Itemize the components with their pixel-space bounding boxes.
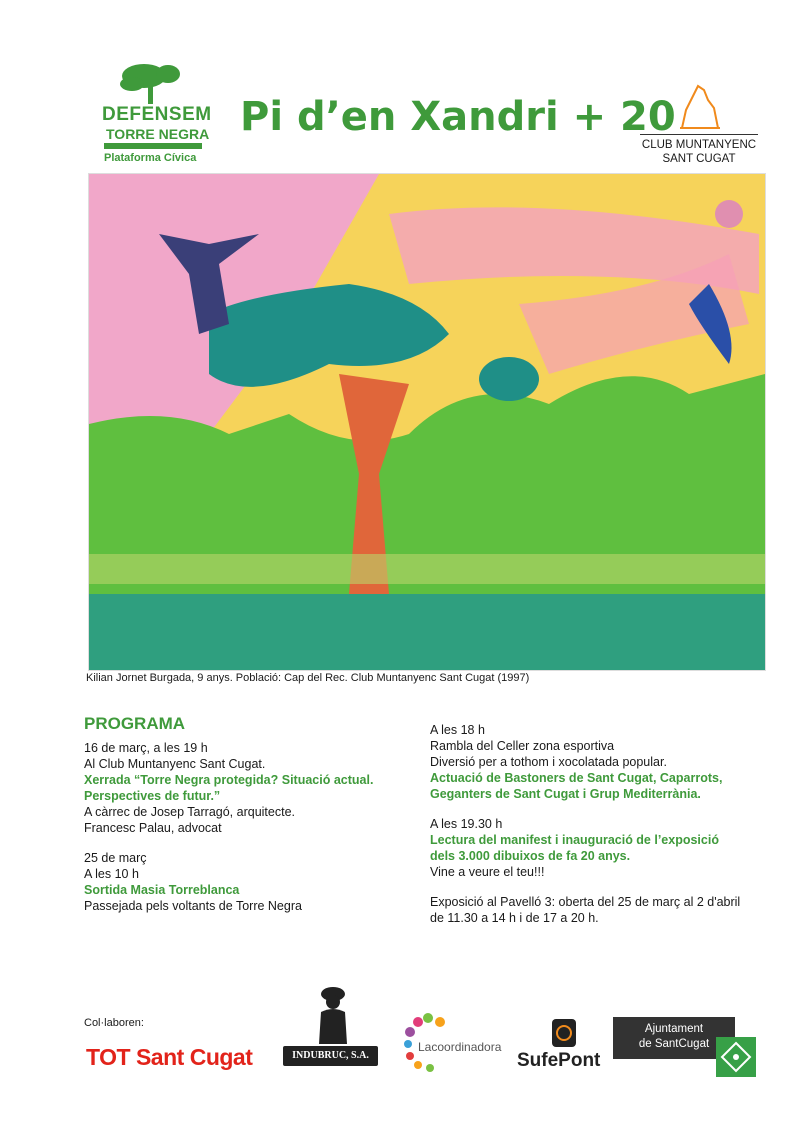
- child-drawing-image: [88, 173, 766, 671]
- event1-talk-line2: Perspectives de futur.”: [84, 789, 221, 803]
- club-name-line1: CLUB MUNTANYENC: [641, 139, 757, 151]
- indubruc-logo: [283, 984, 380, 1072]
- page-title: Pi d’en Xandri + 20: [240, 94, 676, 140]
- program-title: PROGRAMA: [84, 714, 186, 733]
- event1-place: Al Club Muntanyenc Sant Cugat.: [84, 757, 266, 771]
- logo-line2: TORRE NEGRA: [106, 126, 210, 142]
- event2-date: 25 de març: [84, 851, 147, 865]
- event2-time: A les 10 h: [84, 867, 139, 881]
- event3-place: Rambla del Celler zona esportiva: [430, 739, 615, 753]
- ajuntament-emblem-icon: [716, 1037, 756, 1077]
- tree-icon: [118, 62, 188, 104]
- ajuntament-line1: Ajuntament: [644, 1023, 704, 1035]
- event2-title: Sortida Masia Torreblanca: [84, 883, 240, 897]
- club-name-line2: SANT CUGAT: [662, 153, 736, 165]
- event1-speaker1: A càrrec de Josep Tarragó, arquitecte.: [84, 805, 295, 819]
- event3-acts-line1: Actuació de Bastoners de Sant Cugat, Caparrots,: [430, 771, 723, 785]
- tot-logo-text-b: Cugat: [189, 1044, 253, 1070]
- event4-title-line1: Lectura del manifest i inauguració de l’exposició: [430, 833, 719, 847]
- program-right-column: [430, 722, 770, 926]
- sponsors-label: Col·laboren:: [84, 1017, 144, 1029]
- logo-line3: Plataforma Cívica: [104, 152, 197, 164]
- program-left-column: [84, 716, 414, 914]
- lacoordinadora-logo: [400, 1010, 510, 1075]
- event3-time: A les 18 h: [430, 723, 485, 737]
- sufepont-icon: [551, 1018, 577, 1048]
- event3-acts-line2: Geganters de Sant Cugat i Grup Mediterrània.: [430, 787, 701, 801]
- mountain-icon: [678, 80, 722, 130]
- event4-title-line2: dels 3.000 dibuixos de fa 20 anys.: [430, 849, 631, 863]
- event1-speaker2: Francesc Palau, advocat: [84, 821, 222, 835]
- defensem-torre-negra-logo: [96, 62, 211, 170]
- event3-desc: Diversió per a tothom i xocolatada popular.: [430, 755, 667, 769]
- event2-desc: Passejada pels voltants de Torre Negra: [84, 899, 302, 913]
- logo-line1: DEFENSEM: [102, 104, 212, 125]
- figure-icon: [313, 984, 353, 1046]
- event4-time: A les 19.30 h: [430, 817, 503, 831]
- exposition-line1: Exposició al Pavelló 3: oberta del 25 de març al 2 d'abril: [430, 895, 741, 909]
- sufepont-text: SufePont: [517, 1050, 601, 1071]
- ajuntament-logo: [613, 1017, 759, 1077]
- club-muntanyenc-logo: [640, 80, 760, 170]
- event1-talk-line1: Xerrada “Torre Negra protegida? Situació actual.: [84, 773, 374, 787]
- event1-date: 16 de març, a les 19 h: [84, 741, 208, 755]
- tot-sant-cugat-logo: [86, 1044, 252, 1071]
- lacoordinadora-text: Lacoordinadora: [418, 1040, 502, 1054]
- ajuntament-line2: de SantCugat: [638, 1038, 710, 1050]
- tot-logo-text-a: TOT Sant: [86, 1044, 184, 1070]
- sufepont-logo: [515, 1018, 610, 1076]
- indubruc-text: INDUBRUC, S.A.: [283, 1046, 378, 1066]
- drawing-caption: Kilian Jornet Burgada, 9 anys. Població: Cap del Rec. Club Muntanyenc Sant Cugat (1997): [86, 672, 530, 684]
- event4-invite: Vine a veure el teu!!!: [430, 865, 545, 879]
- exposition-line2: de 11.30 a 14 h i de 17 a 20 h.: [430, 911, 599, 925]
